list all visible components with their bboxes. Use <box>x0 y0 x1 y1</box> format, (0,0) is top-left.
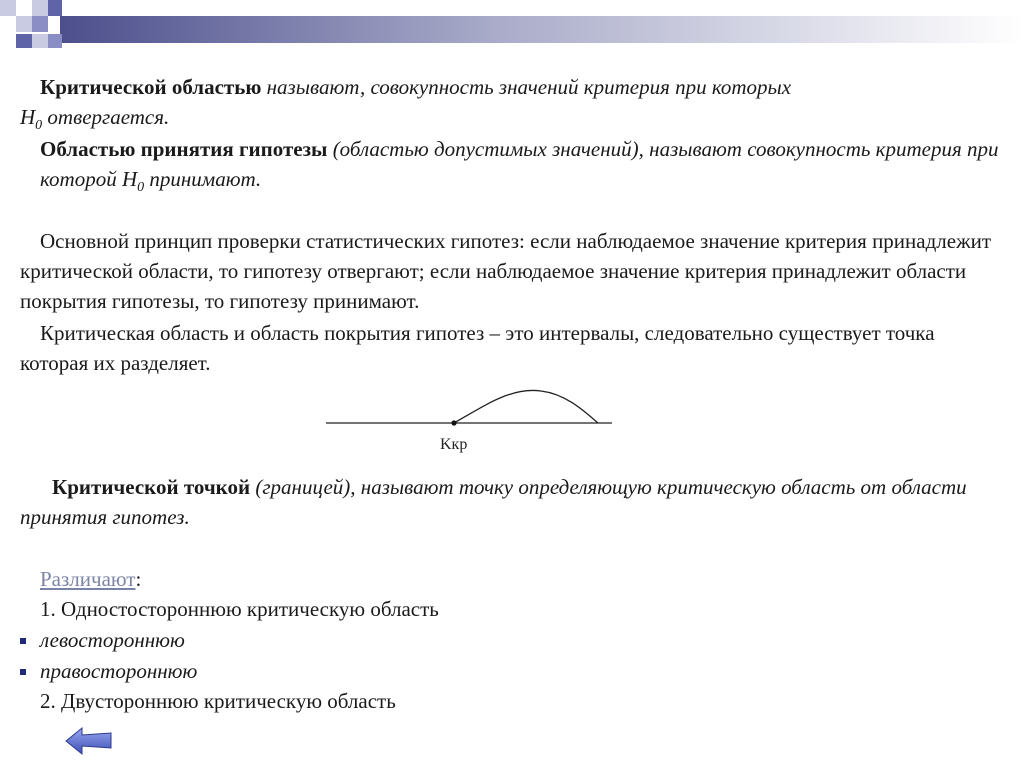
critical-point-label: Kкр <box>440 436 468 453</box>
deco-square <box>32 34 48 48</box>
back-arrow-icon[interactable] <box>64 724 114 756</box>
principle-paragraph <box>20 226 1010 316</box>
right-sided-item <box>20 656 197 686</box>
types-link[interactable]: Различают <box>40 567 136 591</box>
critical-point-text: (границей), называют точку определяющую критическую область от области принятия гипотез. <box>20 475 967 529</box>
critical-point-diagram <box>326 385 616 455</box>
header-decoration <box>0 0 1024 60</box>
deco-square <box>48 34 62 48</box>
critical-region-definition <box>20 72 1024 102</box>
left-sided-item <box>20 625 185 655</box>
two-sided-item <box>20 686 1024 716</box>
deco-square <box>32 0 48 16</box>
h0-symbol: H <box>20 105 36 129</box>
intervals-text: Критическая область и область покрытия гипотез – это интервалы, следовательно существует точка которая их разделяет. <box>20 321 935 375</box>
critical-point-marker <box>451 420 456 425</box>
critical-region-tail-text: отвергается. <box>47 105 170 129</box>
types-colon: : <box>135 567 142 591</box>
header-gradient-bar <box>60 16 1024 43</box>
two-sided-text: 2. Двустороннюю критическую область <box>40 689 396 713</box>
critical-region-text: называют, совокупность значений критерия при которых <box>266 75 792 99</box>
bullet-icon <box>20 669 26 675</box>
critical-region-term: Критической областью <box>40 75 262 99</box>
types-heading <box>20 564 1024 594</box>
one-sided-item <box>20 594 1024 624</box>
bullet-icon <box>20 638 26 644</box>
deco-square <box>48 0 62 16</box>
h0-subscript: 0 <box>35 118 43 134</box>
left-sided-text: левостороннюю <box>40 628 185 652</box>
intervals-paragraph <box>20 318 950 378</box>
one-sided-text: 1. Одностостороннюю критическую область <box>40 597 439 621</box>
density-curve <box>454 390 598 423</box>
critical-point-term: Критической точкой <box>52 475 251 499</box>
right-sided-text: правостороннюю <box>40 659 198 683</box>
h0-subscript: 0 <box>137 180 145 196</box>
acceptance-region-text: (областью допустимых значений), называют совокупность критерия при которой <box>40 137 999 191</box>
acceptance-region-tail: принимают. <box>149 167 262 191</box>
critical-point-definition <box>20 472 1010 532</box>
acceptance-region-definition <box>20 134 1024 203</box>
deco-square <box>16 34 32 48</box>
deco-square <box>16 16 32 32</box>
h0-symbol: H <box>121 167 138 191</box>
principle-text: Основной принцип проверки статистических гипотез: если наблюдаемое значение критерия принадлежит критической области, то гипотезу отвергают; если наблюдаемое значение критерия принадлежит области покрытия гипотезы, то гипотезу принимают. <box>20 229 992 313</box>
deco-square <box>0 0 16 16</box>
acceptance-region-term: Областью принятия гипотезы <box>40 137 328 161</box>
deco-square <box>32 16 48 32</box>
